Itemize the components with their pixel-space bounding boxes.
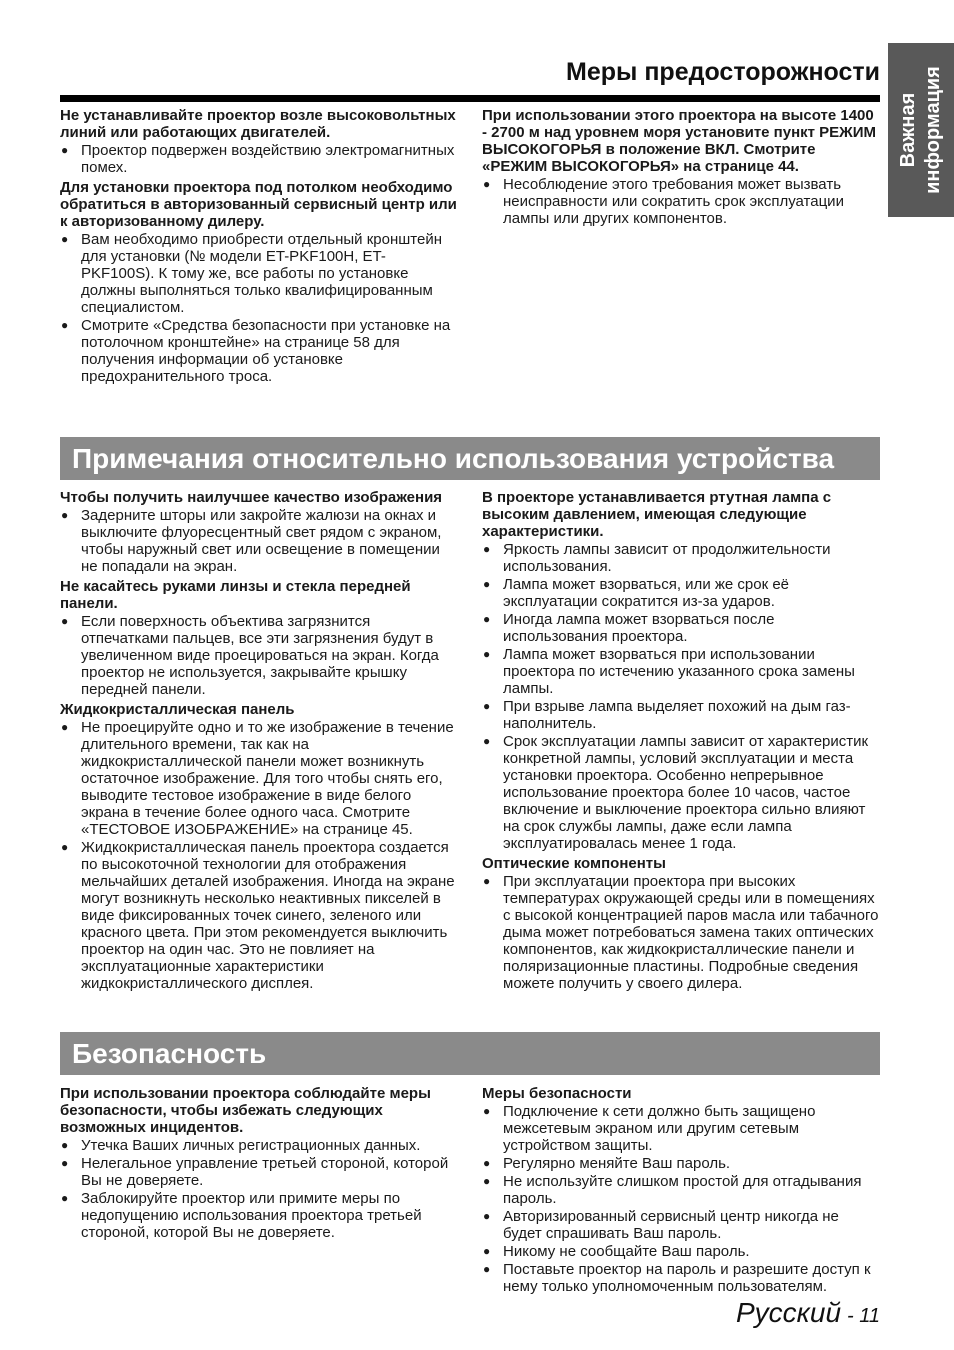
list-item xyxy=(482,576,880,610)
bullet-icon: ● xyxy=(483,1244,491,1258)
list-item xyxy=(60,839,458,992)
list-item xyxy=(60,1137,458,1154)
list-item xyxy=(60,613,458,698)
list-item-text: Проектор подвержен воздействию электромагнитных помех. xyxy=(81,142,455,176)
sidebar-tab-important-info xyxy=(888,43,954,217)
bullet-icon: ● xyxy=(483,1104,491,1118)
sidebar-tab-label-line2: информация xyxy=(922,66,944,194)
page-footer xyxy=(736,1297,880,1332)
list-item xyxy=(60,507,458,575)
list-item-text: Лампа может взорваться при использовании проектора по истечению указанного срока замены лампы. xyxy=(503,646,855,697)
subheading: При использовании этого проектора на высоте 1400 - 2700 м над уровнем моря установите пункт РЕЖИМ ВЫСОКОГОРЬЯ в положение ВКЛ. Смотрите «РЕЖИМ ВЫСОКОГОРЬЯ» на странице 44. xyxy=(482,107,877,175)
usage-notes-left-column xyxy=(60,489,458,993)
bullet-icon: ● xyxy=(483,177,491,191)
list-item-text: Не проецируйте одно и то же изображение в течение длительного времени, так как на жидкокристаллической панели может возникнуть остаточное изображение. Для того чтобы снять его, выводите тестовое изображение в виде белого экрана в течение более одного часа. Смотрите «ТЕСТОВОЕ ИЗОБРАЖЕНИЕ» на странице 45. xyxy=(81,719,454,838)
page-title: Меры предосторожности xyxy=(566,58,880,86)
list-item xyxy=(482,1103,880,1154)
list-item xyxy=(482,733,880,852)
list-item-text: Иногда лампа может взорваться после использования проектора. xyxy=(503,611,775,645)
bullet-icon: ● xyxy=(483,874,491,888)
list-item-text: Несоблюдение этого требования может вызвать неисправности или сократить срок эксплуатации лампы или других компонентов. xyxy=(503,176,844,227)
subheading: Для установки проектора под потолком необходимо обратиться в авторизованный сервисный центр или к авторизованному дилеру. xyxy=(60,179,457,230)
list-item-text: Авторизированный сервисный центр никогда не будет спрашивать Ваш пароль. xyxy=(503,1208,839,1242)
bullet-icon: ● xyxy=(61,720,69,734)
subheading: Жидкокристаллическая панель xyxy=(60,701,295,718)
list-item xyxy=(482,1173,880,1207)
list-item-text: При взрыве лампа выделяет похожий на дым газ-наполнитель. xyxy=(503,698,851,732)
security-left-column xyxy=(60,1085,458,1296)
list-item xyxy=(482,1155,880,1172)
sidebar-tab-label xyxy=(888,43,954,217)
list-item-text: Не используйте слишком простой для отгадывания пароль. xyxy=(503,1173,862,1207)
list-item xyxy=(482,873,880,992)
bullet-icon: ● xyxy=(61,1191,69,1205)
list-item-text: Если поверхность объектива загрязнится отпечатками пальцев, все эти загрязнения будут в увеличенном виде проецироваться на экран. Когда проектор не используется, закрывайте крышку передней панели. xyxy=(81,613,439,698)
list-item xyxy=(60,719,458,838)
bullet-icon: ● xyxy=(483,647,491,661)
list-item xyxy=(60,317,458,385)
bullet-icon: ● xyxy=(483,1209,491,1223)
list-item xyxy=(482,698,880,732)
list-item xyxy=(482,1208,880,1242)
footer-page-number: - 11 xyxy=(847,1305,880,1327)
subheading: Не касайтесь руками линзы и стекла передней панели. xyxy=(60,578,411,612)
bullet-icon: ● xyxy=(61,232,69,246)
bullet-icon: ● xyxy=(483,1156,491,1170)
list-item-text: Лампа может взорваться, или же срок её эксплуатации сократится из-за ударов. xyxy=(503,576,790,610)
bullet-icon: ● xyxy=(483,1174,491,1188)
section-security xyxy=(60,1085,880,1296)
subheading: При использовании проектора соблюдайте меры безопасности, чтобы избежать следующих возможных инцидентов. xyxy=(60,1085,431,1136)
section-usage-notes xyxy=(60,489,880,993)
section-heading-security: Безопасность xyxy=(60,1032,880,1075)
security-right-column xyxy=(482,1085,880,1296)
list-item xyxy=(60,1190,458,1241)
usage-notes-right-column xyxy=(482,489,880,993)
list-item-text: Смотрите «Средства безопасности при установке на потолочном кронштейне» на странице 58 для получения информации об установке предохранительного троса. xyxy=(81,317,451,385)
bullet-icon: ● xyxy=(61,318,69,332)
bullet-icon: ● xyxy=(483,734,491,748)
list-item-text: Яркость лампы зависит от продолжительности использования. xyxy=(503,541,831,575)
list-item-text: Вам необходимо приобрести отдельный кронштейн для установки (№ модели ET-PKF100H, ET-PKF100S). К тому же, все работы по установке должны выполняться только квалифицированным специалистом. xyxy=(81,231,442,316)
list-item xyxy=(482,611,880,645)
section-precautions xyxy=(60,107,880,386)
bullet-icon: ● xyxy=(61,614,69,628)
list-item-text: Утечка Ваших личных регистрационных данных. xyxy=(81,1137,421,1154)
bullet-icon: ● xyxy=(61,143,69,157)
bullet-icon: ● xyxy=(483,612,491,626)
list-item xyxy=(482,176,880,227)
list-item-text: Задерните шторы или закройте жалюзи на окнах и выключите флуоресцентный свет рядом с экраном, чтобы наружный свет или освещение в помещении не попадали на экран. xyxy=(81,507,442,575)
bullet-icon: ● xyxy=(61,508,69,522)
list-item xyxy=(482,1243,880,1260)
list-item-text: Заблокируйте проектор или примите меры по недопущению использования проектора третьей стороной, которой Вы не доверяете. xyxy=(81,1190,422,1241)
precautions-left-column xyxy=(60,107,458,386)
list-item xyxy=(482,1261,880,1295)
list-item-text: Срок эксплуатации лампы зависит от характеристик конкретной лампы, условий эксплуатации и места установки проектора. Особенно непрерывное использование проектора более 10 часов, частое включение и выключение проектора сильно влияют на срок службы лампы, даже если лампа эксплуатировалась менее 1 года. xyxy=(503,733,869,852)
list-item xyxy=(482,646,880,697)
list-item-text: Регулярно меняйте Ваш пароль. xyxy=(503,1155,731,1172)
list-item-text: При эксплуатации проектора при высоких температурах окружающей среды или в помещениях с высокой концентрацией паров масла или табачного дыма может потребоваться замена таких оптических компонентов, как жидкокристаллические панели и поляризационные пластины. Подробные сведения можете получить у своего дилера. xyxy=(503,873,879,992)
bullet-icon: ● xyxy=(61,1156,69,1170)
footer-language: Русский xyxy=(735,1297,842,1328)
list-item-text: Подключение к сети должно быть защищено межсетевым экраном или другим сетевым устройством защиты. xyxy=(503,1103,816,1154)
sidebar-tab-label-line1: Важная xyxy=(897,92,919,168)
subheading: Меры безопасности xyxy=(482,1085,632,1102)
list-item-text: Поставьте проектор на пароль и разрешите доступ к нему только уполномоченным пользователям. xyxy=(503,1261,871,1295)
subheading: Оптические компоненты xyxy=(482,855,666,872)
list-item xyxy=(60,231,458,316)
list-item xyxy=(60,1155,458,1189)
bullet-icon: ● xyxy=(483,699,491,713)
subheading: Чтобы получить наилучшее качество изображения xyxy=(60,489,443,506)
bullet-icon: ● xyxy=(483,577,491,591)
list-item-text: Жидкокристаллическая панель проектора создается по высокоточной технологии для отображения мельчайших деталей изображения. Иногда на экране могут возникнуть несколько неактивных пикселей в виде фиксированных точек синего, зеленого или красного цвета. При этом рекомендуется выключить проектор на один час. Это не повлияет на эксплуатационные характеристики жидкокристаллического дисплея. xyxy=(81,839,455,992)
bullet-icon: ● xyxy=(61,1138,69,1152)
list-item-text: Нелегальное управление третьей стороной, которой Вы не доверяете. xyxy=(81,1155,449,1189)
precautions-right-column xyxy=(482,107,880,386)
header-rule xyxy=(60,95,880,102)
subheading: В проекторе устанавливается ртутная лампа с высоким давлением, имеющая следующие характеристики. xyxy=(482,489,832,540)
list-item-text: Никому не сообщайте Ваш пароль. xyxy=(503,1243,750,1260)
list-item xyxy=(482,541,880,575)
bullet-icon: ● xyxy=(483,1262,491,1276)
list-item xyxy=(60,142,458,176)
bullet-icon: ● xyxy=(61,840,69,854)
section-heading-usage-notes: Примечания относительно использования устройства xyxy=(60,437,880,480)
subheading: Не устанавливайте проектор возле высоковольтных линий или работающих двигателей. xyxy=(60,107,456,141)
bullet-icon: ● xyxy=(483,542,491,556)
